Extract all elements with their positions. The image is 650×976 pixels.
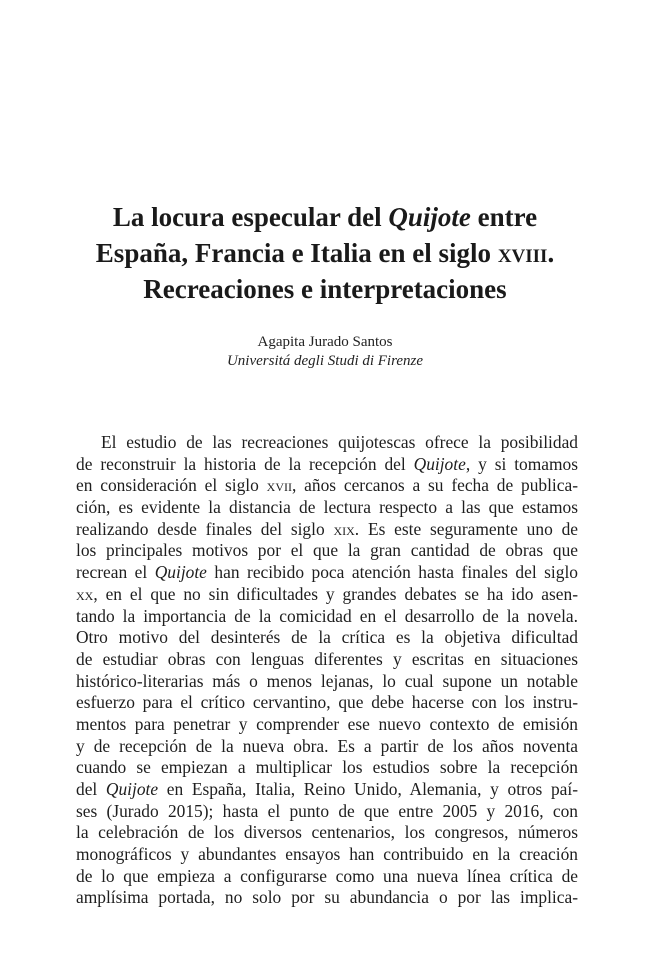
century-numeral: xix [333, 518, 355, 539]
body-text: cuando se empiezan a multiplicar los estudios sobre la recepción [76, 757, 578, 778]
body-line [76, 736, 578, 758]
body-line [76, 606, 578, 628]
title-line-2-end: . [547, 238, 555, 269]
body-text: en España, Italia, Reino Unido, Alemania, y otros paí- [158, 779, 578, 799]
body-text: del [76, 779, 106, 799]
body-line [76, 584, 578, 606]
body-line [76, 562, 578, 584]
body-line [76, 475, 578, 497]
italic-title-reference: Quijote [105, 779, 159, 799]
body-text: esfuerzo para el crítico cervantino, que debe hacerse con los instru- [76, 692, 578, 713]
body-line [76, 649, 578, 671]
body-text: los principales motivos por el que la gran cantidad de obras que [76, 540, 578, 561]
body-text: de estudiar obras con lenguas diferentes y escritas en situaciones [76, 648, 578, 669]
body-text: histórico-literarias más o menos lejanas, lo cual supone un notable [76, 670, 578, 691]
body-text: realizando desde finales del siglo [76, 518, 334, 539]
body-line [76, 844, 578, 866]
body-text: ción, es evidente la distancia de lectura respecto a las que estamos [76, 497, 578, 518]
author-affiliation: Universitá degli Studi di Firenze [226, 353, 424, 369]
body-text: amplísima portada, no solo por su abundancia o por las implica- [76, 887, 578, 908]
body-text: de lo que empieza a configurarse como una nueva línea crítica de [76, 865, 578, 886]
body-line [76, 540, 578, 562]
body-text: ses (Jurado 2015); hasta el punto de que entre 2005 y 2016, con [76, 800, 578, 821]
title-line-3: Recreaciones e interpretaciones [143, 274, 507, 305]
body-line [76, 454, 578, 476]
italic-title-reference: Quijote [413, 453, 466, 474]
body-text: la celebración de los diversos centenarios, los congresos, números [76, 822, 578, 843]
article-title [0, 199, 650, 307]
body-text: tando la importancia de la comicidad en el desarrollo de la novela. [76, 605, 578, 626]
body-line [76, 757, 578, 779]
author-name: Agapita Jurado Santos [257, 334, 393, 350]
body-line [76, 497, 578, 519]
body-line [76, 822, 578, 844]
body-text: y de recepción de la nueva obra. Es a partir de los años noventa [76, 735, 578, 756]
body-text: El estudio de las recreaciones quijotescas ofrece la posibilidad [101, 432, 578, 452]
body-text: , años cercanos a su fecha de publica- [291, 475, 578, 496]
title-italic-quijote: Quijote [388, 202, 471, 233]
body-text: Otro motivo del desinterés de la crítica es la objetiva dificultad [76, 627, 578, 648]
body-line [76, 627, 578, 649]
body-text: han recibido poca atención hasta finales del siglo [206, 562, 578, 583]
title-line-1-end: entre [470, 202, 538, 233]
body-line [76, 866, 578, 888]
body-line [76, 692, 578, 714]
title-line-2-start: España, Francia e Italia en el siglo [95, 238, 498, 269]
body-line [76, 519, 578, 541]
body-text: monográficos y abundantes ensayos han contribuido en la creación [76, 844, 578, 865]
body-text: , en el que no sin dificultades y grandes debates se ha ido asen- [93, 583, 578, 604]
body-line [76, 887, 578, 909]
title-line-1-start: La locura especular del [112, 202, 389, 233]
body-line [76, 671, 578, 693]
title-line-2 [0, 235, 650, 271]
body-paragraph [76, 432, 578, 909]
body-text: de reconstruir la historia de la recepción del [76, 453, 414, 474]
body-text: mentos para penetrar y comprender ese nuevo contexto de emisión [76, 713, 578, 734]
century-numeral: xvii [266, 475, 292, 496]
body-text: recrean el [76, 562, 155, 583]
title-line-1 [0, 199, 650, 235]
body-line [76, 714, 578, 736]
body-text: . Es este seguramente uno de [354, 518, 578, 539]
body-line [76, 801, 578, 823]
body-text: en consideración el siglo [76, 475, 267, 496]
body-text: , y si tomamos [465, 453, 578, 474]
title-century: xviii [497, 238, 548, 269]
century-numeral: xx [76, 583, 94, 604]
body-line [76, 779, 578, 801]
body-line [76, 432, 578, 454]
italic-title-reference: Quijote [154, 562, 207, 583]
